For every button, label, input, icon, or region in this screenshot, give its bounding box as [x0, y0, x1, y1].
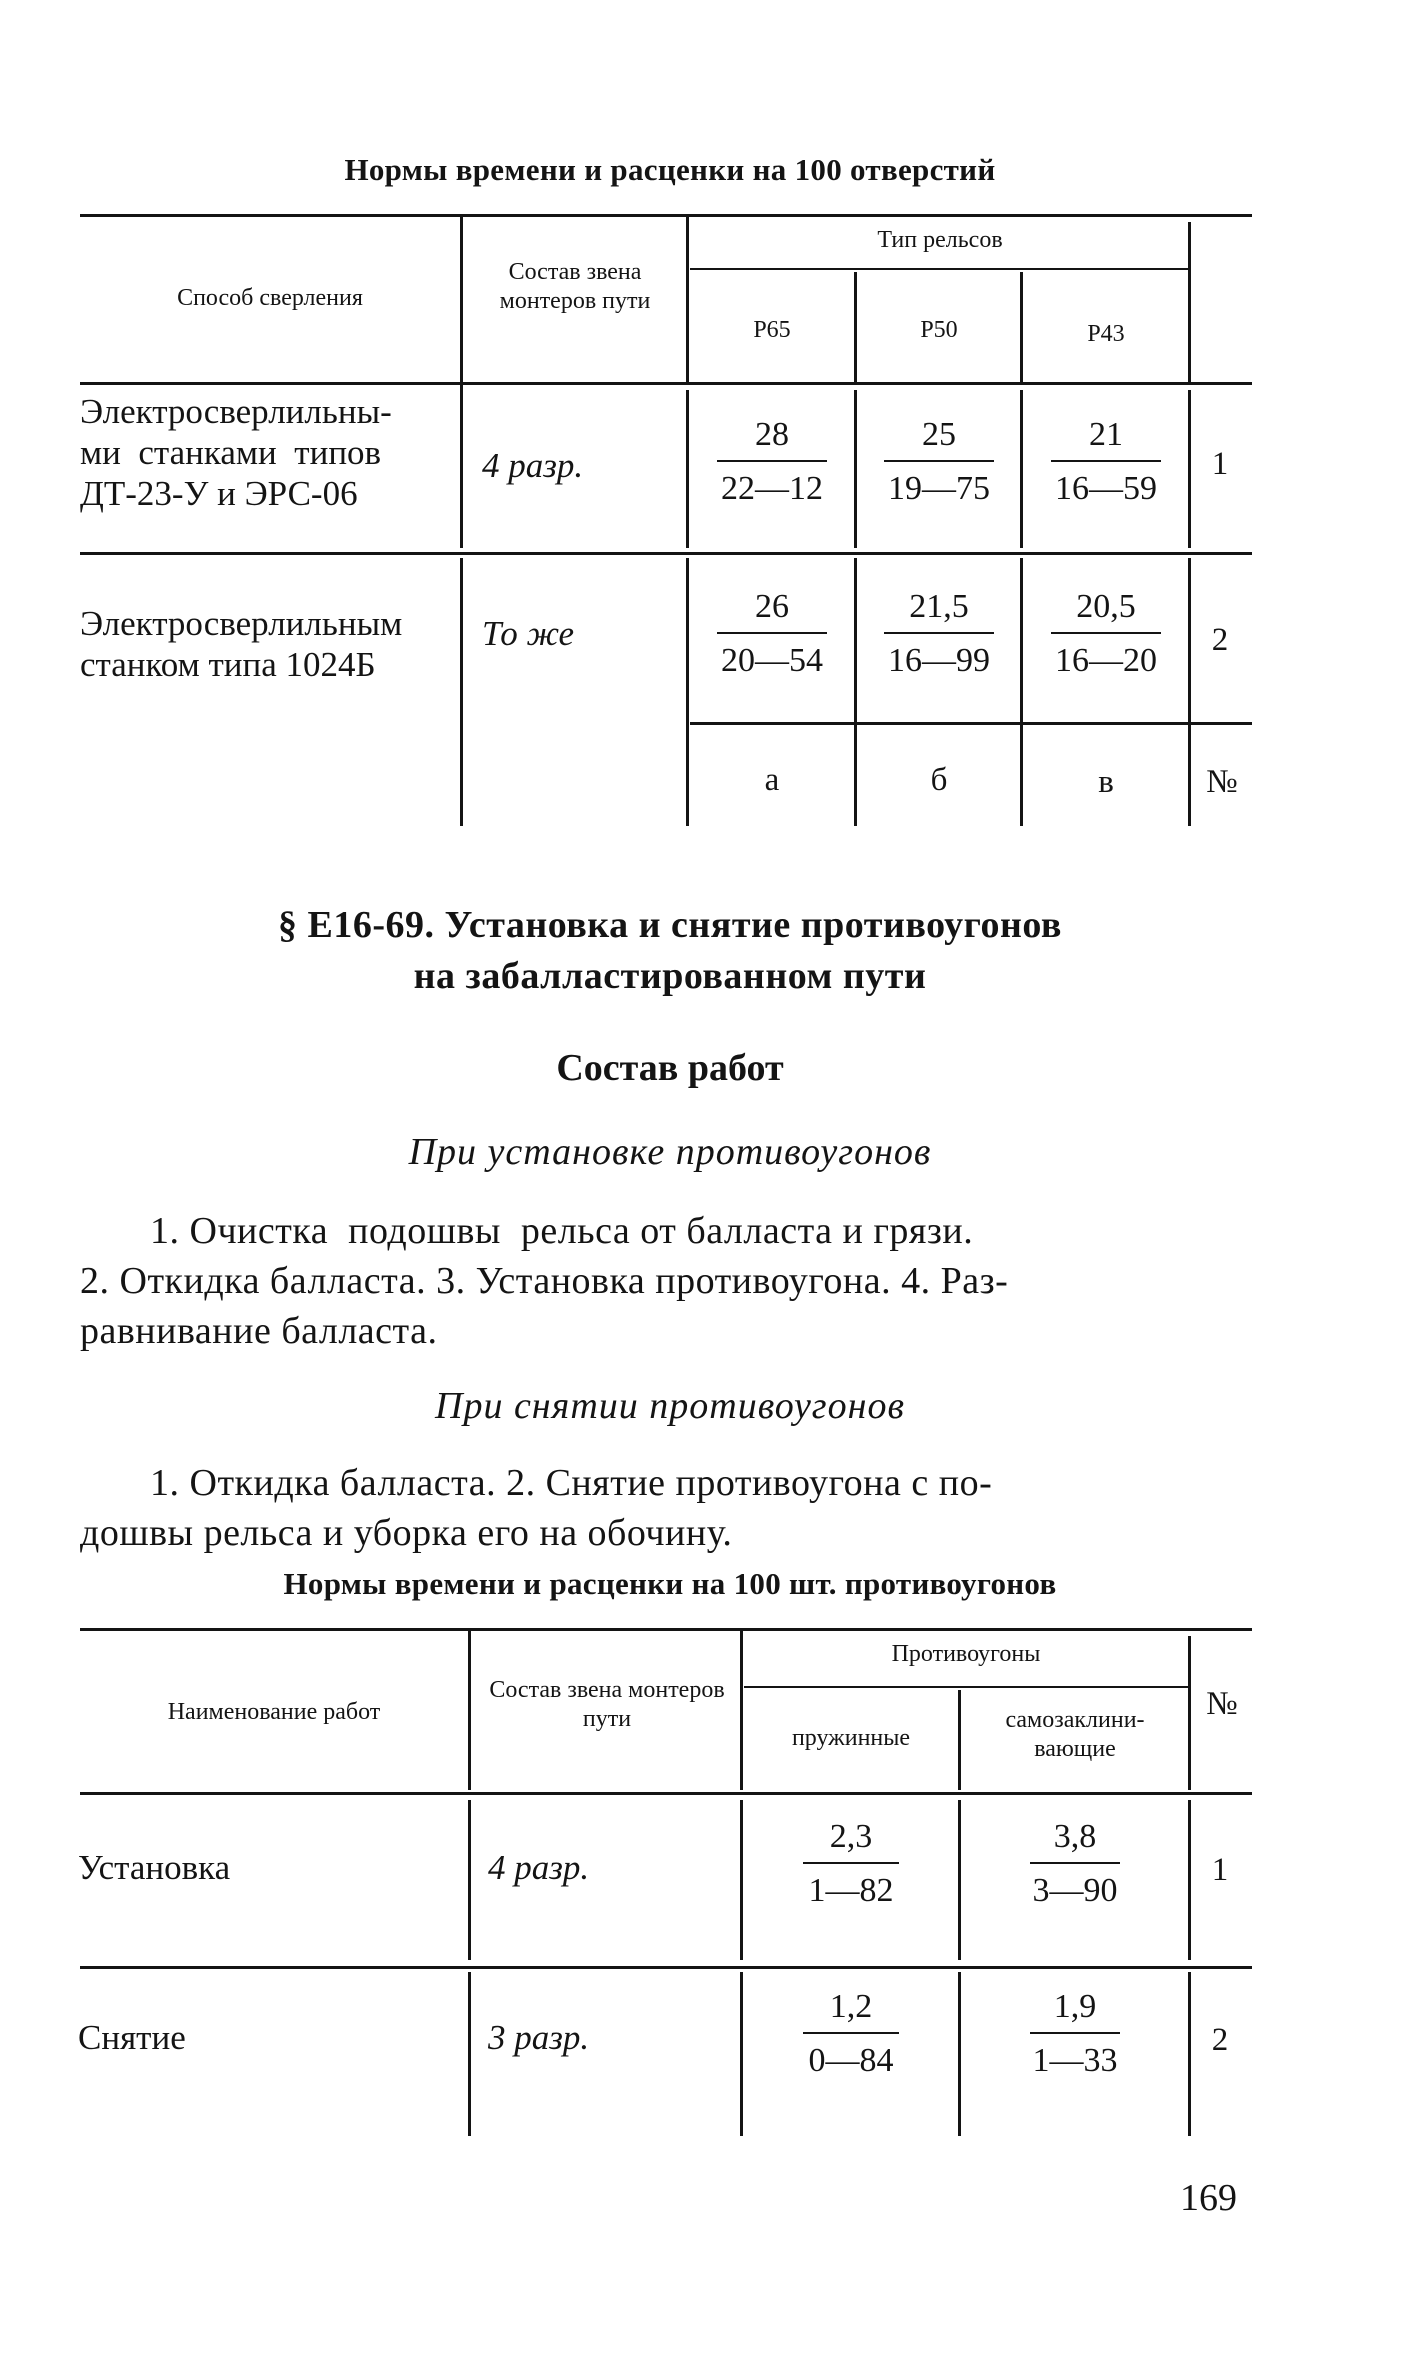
works-heading: Состав работ [556, 1047, 784, 1089]
table1-row1-crew: 4 разр. [482, 446, 584, 485]
table2-top-rule [80, 1628, 1252, 1631]
table1-row1-value-p43 [1024, 416, 1188, 508]
table2-vrule [958, 1972, 961, 2136]
table2-row2-number: 2 [1211, 2022, 1229, 2058]
table2-header-rule [80, 1792, 1252, 1795]
norm-value: 1,2 [829, 1988, 873, 2025]
table2-header-spring: пружинные [791, 1725, 911, 1751]
table1-vrule [460, 216, 463, 548]
norm-value: 25 [922, 416, 956, 453]
table2-vrule [740, 1972, 743, 2136]
price-value: 20—54 [721, 642, 823, 679]
table1-row1-method [80, 392, 450, 515]
table1-vrule [854, 558, 857, 826]
table1-vrule [1188, 558, 1191, 826]
table1-row2-rule [690, 722, 1252, 725]
method-line: Электросверлильным [80, 604, 403, 643]
price-value: 16—99 [888, 642, 990, 679]
section-title-line: на забалластированном пути [413, 954, 927, 997]
price-value: 1—82 [808, 1872, 894, 1909]
norm-value: 21 [1089, 416, 1123, 453]
table1-header-rail-p50: Р50 [920, 317, 958, 343]
table2-row1-crew: 4 разр. [488, 1848, 590, 1887]
table2-header-crew: Состав звена монтеров пути [489, 1677, 725, 1732]
table1-row2-method [80, 604, 450, 686]
table1-row1-rule [80, 552, 1252, 555]
table1-row1-value-p65 [690, 416, 854, 508]
table1-vrule [1020, 390, 1023, 548]
table1-top-rule [80, 214, 1252, 217]
price-value: 22—12 [721, 470, 823, 507]
table2-vrule [958, 1690, 961, 1790]
install-paragraph [80, 1206, 1252, 1356]
table2-row2-work: Снятие [78, 2018, 186, 2057]
table2-row2-value-spring [744, 1988, 958, 2080]
table1-vrule [460, 558, 463, 826]
price-value: 0—84 [808, 2042, 894, 2079]
method-line: Электросверлильны- [80, 392, 392, 431]
norm-value: 28 [755, 416, 789, 453]
table1-header-rule [80, 382, 1252, 385]
table1-column-letter: б [930, 762, 948, 798]
table1-vrule [686, 216, 689, 382]
paragraph-line: равнивание балласта. [80, 1310, 438, 1353]
table2-vrule [468, 1972, 471, 2136]
table1-header-crew: Состав звена монтеров пути [499, 259, 651, 314]
price-value: 1—33 [1032, 2042, 1118, 2079]
table1-vrule [686, 390, 689, 548]
norm-value: 26 [755, 588, 789, 625]
paragraph-line: 1. Откидка балласта. 2. Снятие противоугона с по- [150, 1462, 993, 1504]
table1-header-rail-type: Тип рельсов [877, 227, 1003, 253]
table2-vrule [740, 1630, 743, 1790]
norm-value: 3,8 [1053, 1818, 1097, 1855]
table2-row2-value-self-locking [962, 1988, 1188, 2080]
table1-row2-number: 2 [1211, 622, 1229, 658]
remove-heading: При снятии противоугонов [435, 1385, 905, 1427]
table1-vrule [854, 390, 857, 548]
table2-row1-number: 1 [1211, 1852, 1229, 1888]
price-value: 16—59 [1055, 470, 1157, 507]
table2-header-anti-creepers: Противоугоны [891, 1641, 1041, 1667]
paragraph-line: дошвы рельса и уборка его на обочину. [80, 1512, 733, 1555]
norm-value: 20,5 [1076, 588, 1136, 625]
table1-number-label: № [1206, 764, 1238, 800]
table1-row2-value-p43 [1024, 588, 1188, 680]
table1-rail-type-rule [690, 268, 1190, 270]
method-line: ми станками типов [80, 432, 382, 472]
table2-row1-value-spring [744, 1818, 958, 1910]
section-title-line: § Е16-69. Установка и снятие противоугонов [278, 904, 1062, 946]
section-title [100, 900, 1240, 1001]
table1-header-rail-p65: Р65 [753, 317, 791, 343]
table1-column-letter: а [764, 762, 780, 798]
price-value: 16—20 [1055, 642, 1157, 679]
method-line: станком типа 1024Б [80, 644, 376, 684]
table1-vrule [1020, 558, 1023, 826]
paragraph-line: 1. Очистка подошвы рельса от балласта и грязи. [150, 1210, 974, 1252]
price-value: 3—90 [1032, 1872, 1118, 1909]
table1-vrule [1020, 272, 1023, 382]
table2-vrule [1188, 1800, 1191, 1960]
table2-header-number: № [1206, 1686, 1238, 1722]
table1-caption: Нормы времени и расценки на 100 отверстий [344, 152, 996, 187]
table1-header-rail-p43: Р43 [1087, 321, 1125, 347]
table2-anti-creepers-rule [744, 1686, 1190, 1688]
install-heading: При установке противоугонов [408, 1131, 932, 1173]
table1-row2-value-p50 [858, 588, 1020, 680]
table2-vrule [468, 1630, 471, 1790]
table2-vrule [468, 1800, 471, 1960]
norm-value: 21,5 [909, 588, 969, 625]
table2-header-self-locking [962, 1706, 1188, 1764]
table2-row1-value-self-locking [962, 1818, 1188, 1910]
table1-row2-crew: То же [482, 614, 575, 653]
table2-header-work: Наименование работ [167, 1699, 381, 1725]
table2-row2-crew: 3 разр. [488, 2018, 590, 2057]
norm-value: 1,9 [1053, 1988, 1097, 2025]
table1-vrule [686, 558, 689, 826]
table2-vrule [1188, 1636, 1191, 1790]
table1-vrule [854, 272, 857, 382]
header-line: вающие [1034, 1735, 1116, 1762]
table2-row1-rule [80, 1966, 1252, 1969]
header-line: самозаклини- [1005, 1707, 1145, 1733]
table2-caption: Нормы времени и расценки на 100 шт. противоугонов [283, 1566, 1057, 1601]
table1-column-letter: в [1098, 764, 1114, 800]
table1-vrule [1188, 390, 1191, 548]
table1-header-method: Способ сверления [177, 285, 363, 311]
remove-paragraph [80, 1458, 1252, 1558]
table2-vrule [1188, 1972, 1191, 2136]
table1-row1-value-p50 [858, 416, 1020, 508]
norm-value: 2,3 [829, 1818, 873, 1855]
table2-vrule [958, 1800, 961, 1960]
table2-vrule [740, 1800, 743, 1960]
paragraph-line: 2. Откидка балласта. 3. Установка противоугона. 4. Раз- [80, 1260, 1009, 1303]
method-line: ДТ-23-У и ЭРС-06 [80, 473, 358, 513]
table1-row1-number: 1 [1211, 446, 1229, 482]
price-value: 19—75 [888, 470, 990, 507]
table1-row2-value-p65 [690, 588, 854, 680]
table2-row1-work: Установка [78, 1848, 231, 1887]
page-number: 169 [1180, 2177, 1237, 2219]
